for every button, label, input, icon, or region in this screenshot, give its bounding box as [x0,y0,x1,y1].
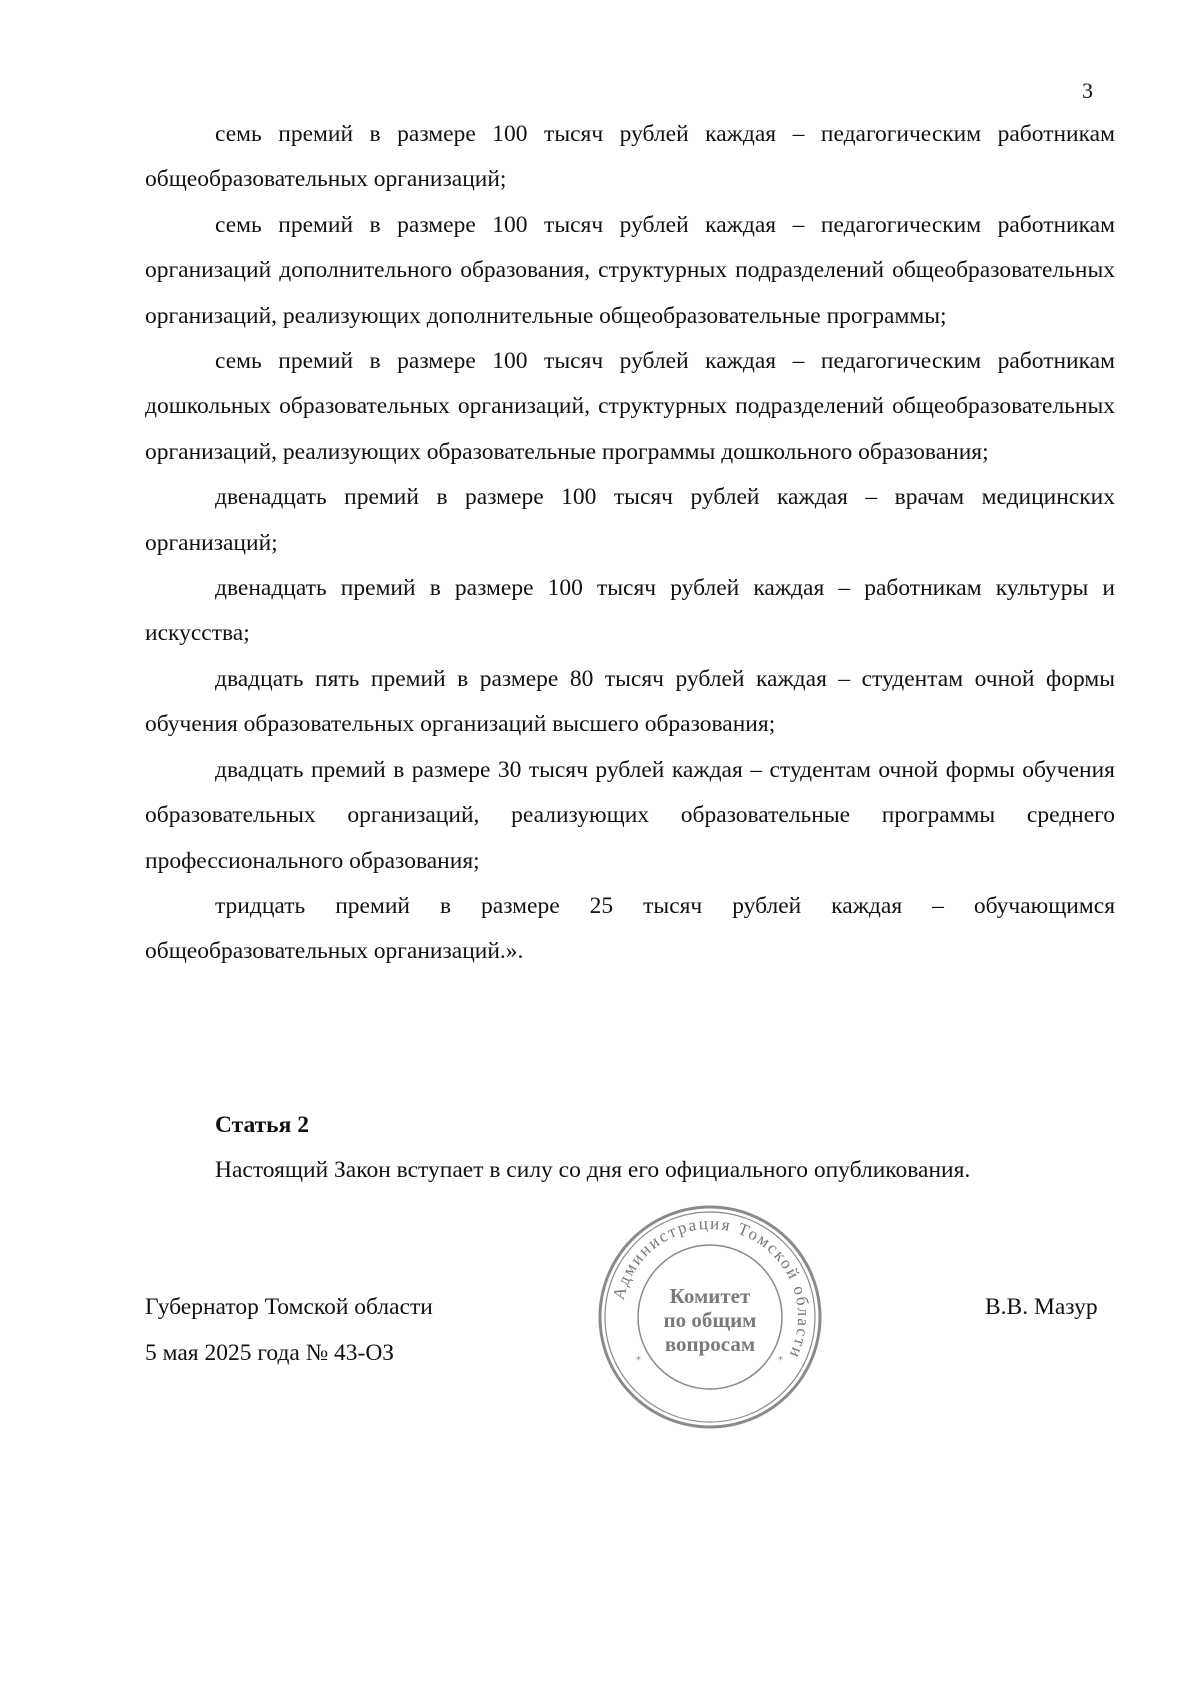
paragraph-3: семь премий в размере 100 тысяч рублей каждая – педагогическим работникам дошкольных образовательных организаций, структурных подразделений общеобразовательных организаций, реализующих образовательные программы дошкольного образования; [145,348,1115,465]
paragraph-6: двадцать пять премий в размере 80 тысяч рублей каждая – студентам очной формы обучения образовательных организаций высшего образования; [145,665,1115,738]
law-date-number: 5 мая 2025 года № 43-ОЗ [145,1340,395,1366]
seal-line-3: вопросам [664,1332,756,1356]
paragraph-8: тридцать премий в размере 25 тысяч рублей каждая – обучающимся общеобразовательных организаций.». [145,892,1115,965]
paragraph-7: двадцать премий в размере 30 тысяч рублей каждая – студентам очной формы обучения образовательных организаций, реализующих образовательные программы среднего профессионального образования; [145,756,1115,874]
paragraph-2: семь премий в размере 100 тысяч рублей каждая – педагогическим работникам организаций дополнительного образования, структурных подразделений общеобразовательных организаций, реализующих дополнительные общеобразовательные программы; [145,211,1115,329]
paragraph-5: двенадцать премий в размере 100 тысяч рублей каждая – работникам культуры и искусства; [145,575,1115,647]
official-seal [596,1203,824,1431]
signatory-name: В.В. Мазур [985,1294,1098,1320]
article-text: Настоящий Закон вступает в силу со дня его официального опубликования. [215,1157,971,1183]
seal-ring-text: Администрация Томской области [608,1213,814,1363]
seal-star-left: * [636,1355,641,1366]
page-number: 3 [1082,78,1093,103]
seal-line-2: по общим [663,1308,757,1332]
paragraph-1: семь премий в размере 100 тысяч рублей каждая – педагогическим работникам общеобразовательных организаций; [145,121,1115,193]
article-heading: Статья 2 [215,1112,309,1138]
seal-star-right: * [778,1355,783,1366]
law-body-text [145,112,1115,975]
paragraph-4: двенадцать премий в размере 100 тысяч рублей каждая – врачам медицинских организаций; [145,484,1115,556]
seal-line-1: Комитет [669,1284,751,1308]
signatory-title: Губернатор Томской области [145,1294,433,1320]
